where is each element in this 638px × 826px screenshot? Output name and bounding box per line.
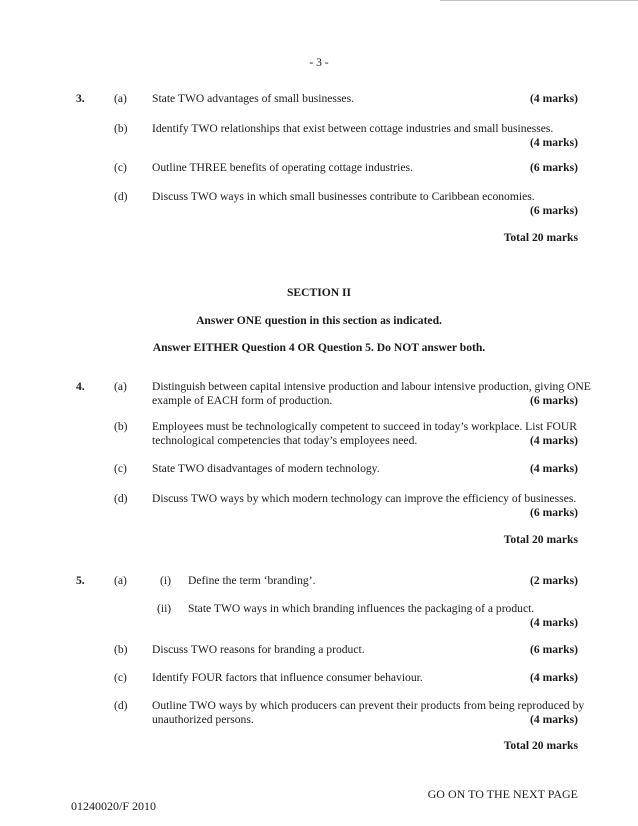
q4a-label: (a): [114, 380, 127, 393]
q5a-label: (a): [114, 574, 127, 587]
section-instruction-1: Answer ONE question in this section as indicated.: [196, 314, 442, 327]
question-4-number: 4.: [76, 380, 85, 393]
q4-total: Total 20 marks: [503, 533, 578, 546]
q4a-marks: (6 marks): [530, 394, 578, 407]
q4d-marks: (6 marks): [530, 506, 578, 519]
q5a-ii-text: State TWO ways in which branding influences the packaging of a product.: [188, 602, 535, 615]
q4b-label: (b): [114, 420, 128, 433]
q3b-text: Identify TWO relationships that exist between cottage industries and small businesses.: [152, 122, 554, 135]
q5b-label: (b): [114, 643, 128, 656]
q4c-label: (c): [114, 462, 127, 475]
q5a-i-label: (i): [160, 574, 171, 587]
q3-total: Total 20 marks: [503, 231, 578, 244]
q3a-marks: (4 marks): [530, 92, 578, 105]
scan-edge-line: [440, 0, 638, 1]
page-number: - 3 -: [309, 56, 329, 69]
q5a-i-marks: (2 marks): [530, 574, 578, 587]
go-on-notice: GO ON TO THE NEXT PAGE: [427, 787, 578, 801]
q3d-marks: (6 marks): [530, 204, 578, 217]
q4b-text-line2: technological competencies that today’s employees need.: [152, 434, 418, 447]
q4d-label: (d): [114, 492, 128, 505]
section-title: SECTION II: [286, 286, 352, 299]
q5b-marks: (6 marks): [530, 643, 578, 656]
q5a-ii-marks: (4 marks): [530, 616, 578, 629]
question-3-number: 3.: [76, 92, 85, 105]
paper-code: 01240020/F 2010: [71, 799, 157, 813]
q5d-text-line1: Outline TWO ways by which producers can prevent their products from being reproduced by: [152, 699, 585, 712]
q5c-text: Identify FOUR factors that influence consumer behaviour.: [152, 671, 423, 684]
q3b-marks: (4 marks): [530, 136, 578, 149]
q4d-text: Discuss TWO ways by which modern technology can improve the efficiency of businesses.: [152, 492, 577, 505]
q3d-text: Discuss TWO ways in which small businesses contribute to Caribbean economies.: [152, 190, 535, 203]
q3a-text: State TWO advantages of small businesses.: [152, 92, 354, 105]
q5d-marks: (4 marks): [530, 713, 578, 726]
q5a-ii-label: (ii): [157, 602, 172, 615]
q5a-i-text: Define the term ‘branding’.: [188, 574, 316, 587]
q4c-text: State TWO disadvantages of modern technology.: [152, 462, 380, 475]
q4b-marks: (4 marks): [530, 434, 578, 447]
q5-total: Total 20 marks: [503, 739, 578, 752]
q3c-label: (c): [114, 161, 127, 174]
q3c-marks: (6 marks): [530, 161, 578, 174]
question-5-number: 5.: [76, 574, 85, 587]
q3c-text: Outline THREE benefits of operating cottage industries.: [152, 161, 413, 174]
q5d-label: (d): [114, 699, 128, 712]
q3b-label: (b): [114, 122, 128, 135]
section-instruction-2: Answer EITHER Question 4 OR Question 5. Do NOT answer both.: [152, 341, 486, 354]
q4b-text-line1: Employees must be technologically competent to succeed in today’s workplace. List FOUR: [152, 420, 578, 433]
q5d-text-line2: unauthorized persons.: [152, 713, 254, 726]
q5c-marks: (4 marks): [530, 671, 578, 684]
q5c-label: (c): [114, 671, 127, 684]
q3a-label: (a): [114, 92, 127, 105]
q4a-text-line1: Distinguish between capital intensive production and labour intensive production, giving ONE: [152, 380, 591, 393]
q4c-marks: (4 marks): [530, 462, 578, 475]
q3d-label: (d): [114, 190, 128, 203]
q5b-text: Discuss TWO reasons for branding a product.: [152, 643, 365, 656]
q4a-text-line2: example of EACH form of production.: [152, 394, 333, 407]
